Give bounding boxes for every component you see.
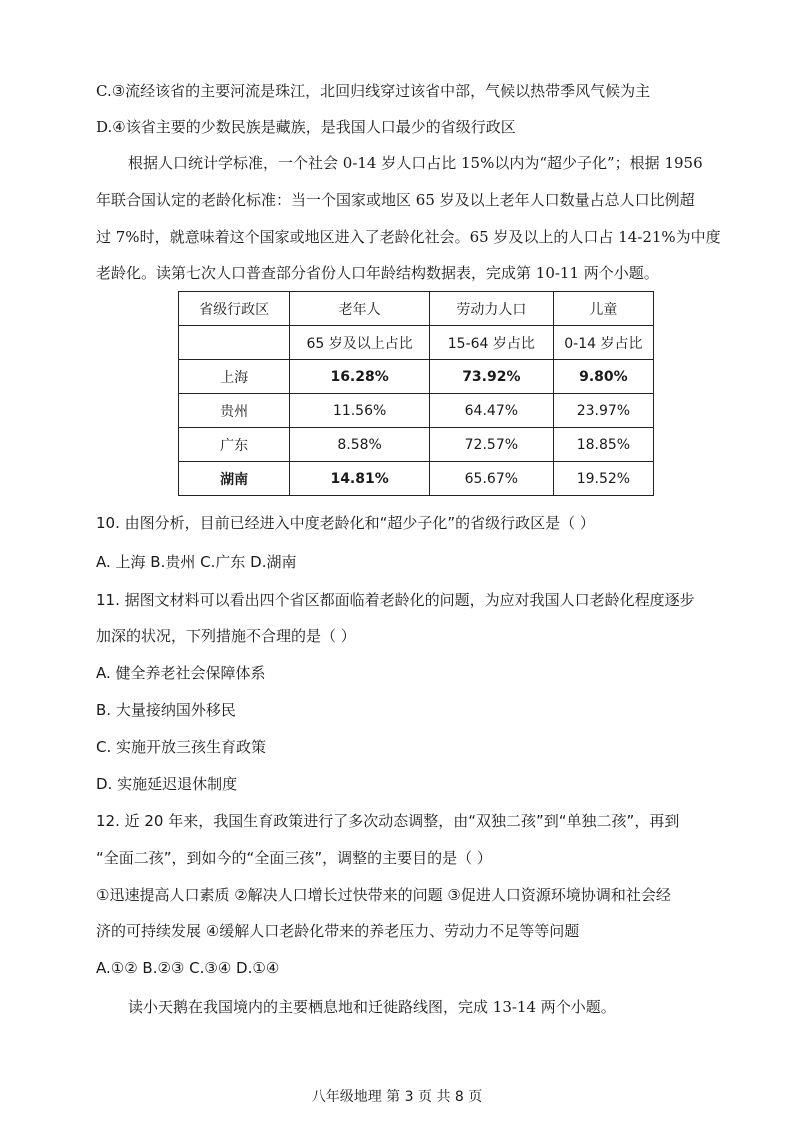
- table-header-cell: 老年人: [290, 292, 430, 326]
- page-footer: 八年级地理 第 3 页 共 8 页: [311, 1089, 483, 1105]
- table-subheader-row: [179, 326, 654, 360]
- table-header-cell: 劳动力人口: [429, 292, 553, 326]
- question-12-options: A.①② B.②③ C.③④ D.①④: [96, 959, 280, 977]
- option-c-text: C.③流经该省的主要河流是珠江，北回归线穿过该省中部，气候以热带季风气候为主: [96, 82, 651, 100]
- table-cell: 23.97%: [553, 394, 653, 428]
- table-header-cell: 省级行政区: [179, 292, 290, 326]
- question-10-stem: 10. 由图分析，目前已经进入中度老龄化和“超少子化”的省级行政区是（ ）: [96, 514, 595, 532]
- question-11-option-d: D. 实施延迟退休制度: [96, 775, 238, 793]
- population-age-table: [178, 291, 654, 496]
- table-cell: 9.80%: [553, 360, 653, 394]
- table-row: [179, 394, 654, 428]
- material-paragraph-line-1: 根据人口统计学标准，一个社会 0-14 岁人口占比 15%以内为“超少子化”；根据 1956: [128, 154, 703, 172]
- question-12-items-line-1: ①迅速提高人口素质 ②解决人口增长过快带来的问题 ③促进人口资源环境协调和社会经: [96, 886, 671, 904]
- material-paragraph-line-3: 过 7%时，就意味着这个国家或地区进入了老龄化社会。65 岁及以上的人口占 14-21%为中度: [96, 228, 721, 246]
- table-cell-province: 上海: [179, 360, 290, 394]
- table-cell: 11.56%: [290, 394, 430, 428]
- table-cell: 16.28%: [290, 360, 430, 394]
- question-11-stem-line-1: 11. 据图文材料可以看出四个省区都面临着老龄化的问题，为应对我国人口老龄化程度逐步: [96, 591, 695, 609]
- question-12-items-line-2: 济的可持续发展 ④缓解人口老龄化带来的养老压力、劳动力不足等等问题: [96, 922, 580, 940]
- table-header-row: [179, 292, 654, 326]
- option-d-text: D.④该省主要的少数民族是藏族，是我国人口最少的省级行政区: [96, 118, 516, 136]
- table-cell: 14.81%: [290, 462, 430, 496]
- question-10-options: A. 上海 B.贵州 C.广东 D.湖南: [96, 553, 297, 571]
- table-row: [179, 360, 654, 394]
- table-cell: 18.85%: [553, 428, 653, 462]
- table-cell-province: 广东: [179, 428, 290, 462]
- material-paragraph-line-4: 老龄化。读第七次人口普查部分省份人口年龄结构数据表，完成第 10-11 两个小题。: [96, 264, 659, 282]
- table-subheader-cell: 65 岁及以上占比: [290, 326, 430, 360]
- table-subheader-cell: [179, 326, 290, 360]
- question-12-stem-line-1: 12. 近 20 年来，我国生育政策进行了多次动态调整，由“双独二孩”到“单独二孩”，再到: [96, 812, 680, 830]
- table-cell-province: 湖南: [179, 462, 290, 496]
- material-paragraph-line-2: 年联合国认定的老龄化标准：当一个国家或地区 65 岁及以上老年人口数量占总人口比例超: [96, 191, 695, 209]
- question-11-option-a: A. 健全养老社会保障体系: [96, 664, 266, 682]
- table-cell: 72.57%: [429, 428, 553, 462]
- table-cell: 73.92%: [429, 360, 553, 394]
- question-13-14-intro: 读小天鹅在我国境内的主要栖息地和迁徙路线图，完成 13-14 两个小题。: [128, 998, 616, 1016]
- table-row: [179, 462, 654, 496]
- question-11-option-b: B. 大量接纳国外移民: [96, 701, 236, 719]
- table-subheader-cell: 0-14 岁占比: [553, 326, 653, 360]
- table-cell: 8.58%: [290, 428, 430, 462]
- table-row: [179, 428, 654, 462]
- table-cell: 65.67%: [429, 462, 553, 496]
- question-11-stem-line-2: 加深的状况，下列措施不合理的是（ ）: [96, 627, 356, 645]
- table-header-cell: 儿童: [553, 292, 653, 326]
- table-subheader-cell: 15-64 岁占比: [429, 326, 553, 360]
- question-11-option-c: C. 实施开放三孩生育政策: [96, 738, 267, 756]
- table-cell: 19.52%: [553, 462, 653, 496]
- question-12-stem-line-2: “全面二孩”，到如今的“全面三孩”，调整的主要目的是（ ）: [96, 849, 492, 867]
- table-cell: 64.47%: [429, 394, 553, 428]
- table-cell-province: 贵州: [179, 394, 290, 428]
